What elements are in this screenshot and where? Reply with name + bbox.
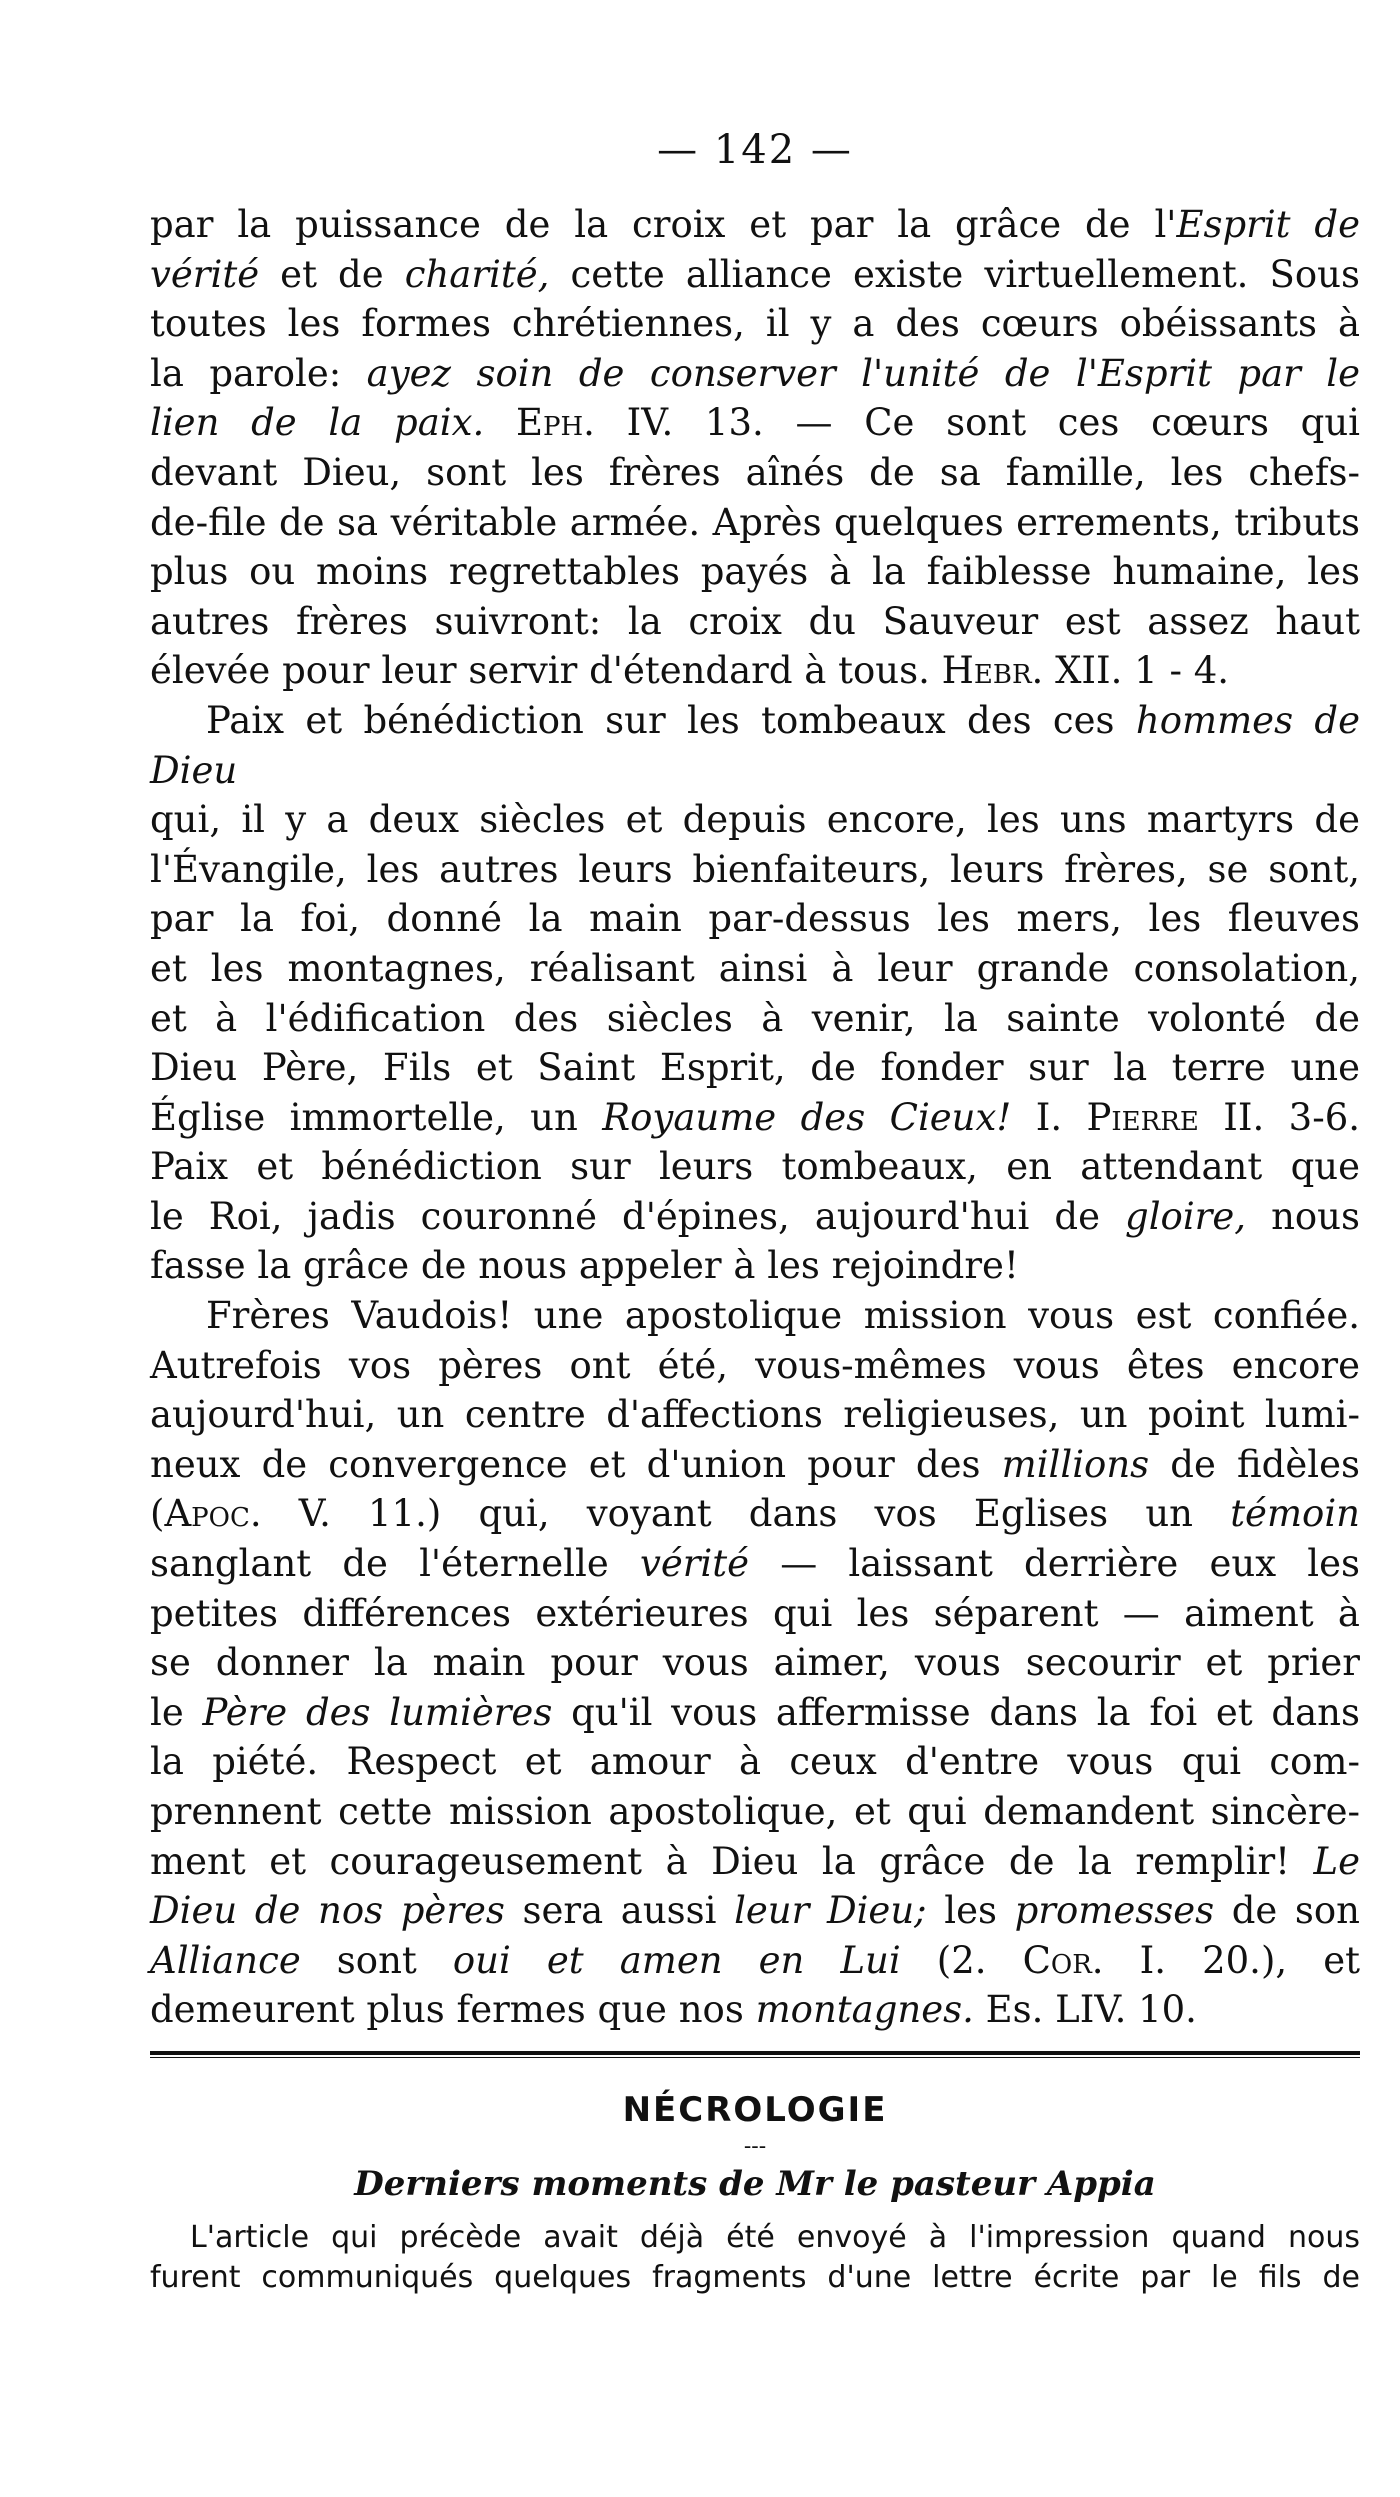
paragraph [150,200,1360,696]
italic-text: millions [1001,1442,1150,1486]
italic-text: vérité [639,1542,750,1586]
text-run: sont [300,1938,453,1982]
text-run: Frères Vaudois! une apostolique mission vous est confiée. [206,1294,1360,1338]
text-run: toutes les formes chrétiennes, il y a des cœurs obéissants à [150,302,1360,346]
text-run: Église immortelle, un [150,1095,603,1139]
text-line [150,498,1360,548]
text-run: ), et [1260,1938,1360,1982]
text-run: par la puissance de la croix et par la grâce de l' [150,203,1177,246]
text-line [150,646,1360,696]
text-run: de fidèles [1149,1442,1360,1486]
text-run: (2. [900,1938,1023,1982]
section-text-line: furent communiqués quelques fragments d'une lettre écrite par le fils de [150,2259,1360,2295]
text-run: sanglant de l'éternelle [150,1542,640,1586]
text-line [150,1837,1360,1887]
text-line [150,1737,1360,1787]
italic-text: vérité [150,252,260,296]
text-run: la piété. Respect et amour à ceux d'entre vous qui com- [150,1740,1360,1784]
text-line [150,894,1360,944]
text-run: Dieu Père, Fils et Saint Esprit, de fonder sur la terre une [150,1046,1360,1090]
text-run [1011,1096,1035,1139]
text-run: demeurent plus fermes que nos [150,1988,756,2032]
section-subtitle: Derniers moments de Mr le pasteur Appia [354,2163,1156,2204]
text-run: par la foi, donné la main par-dessus les mers, les fleuves [150,897,1360,941]
text-run: et les montagnes, réalisant ainsi à leur grande consolation, [150,946,1360,990]
reference-text: Hebr. XII. 1 - 4. [941,649,1230,693]
reference-text: I. Pierre II. 3-6. [1035,1095,1361,1139]
text-run: les [926,1889,1015,1933]
italic-text: Père des lumières [202,1690,553,1734]
text-line [150,1043,1360,1093]
text-line [150,795,1360,845]
text-run: nous [1246,1194,1360,1238]
reference-text: Apoc. V. 11. [164,1492,427,1536]
text-line [150,398,1360,448]
text-line [150,1341,1360,1391]
text-run: sera aussi [504,1889,735,1933]
text-line [150,1638,1360,1688]
text-run: qui, il y a deux siècles et depuis encore, les uns martyrs de [150,798,1360,842]
text-line [150,299,1360,349]
paragraph [150,1291,1360,2035]
text-run: le Roi, jadis couronné d'épines, aujourd'hui de [150,1194,1126,1238]
italic-text: ayez soin de conserver l'unité de l'Esprit par le [366,351,1360,395]
title-dash: --- [743,2133,767,2159]
text-line [150,349,1360,399]
text-run: petites différences extérieures qui les séparent — aiment à [150,1591,1360,1635]
section-text-line: L'article qui précède avait déjà été envoyé à l'impression quand nous [190,2219,1360,2255]
italic-text: promesses [1014,1889,1215,1933]
text-line [150,1539,1360,1589]
text-run: Paix et bénédiction sur les tombeaux des ces [206,698,1136,742]
text-run: ( [150,1492,165,1536]
italic-text: oui et amen en Lui [452,1938,901,1982]
text-run: neux de convergence et d'union pour des [150,1442,1002,1486]
text-line [150,1886,1360,1936]
italic-text: lien de la paix. [150,401,485,445]
text-line [150,1688,1360,1738]
paragraph [150,696,1360,1291]
text-line [150,944,1360,994]
text-line [150,994,1360,1044]
text-run: plus ou moins regrettables payés à la faiblesse humaine, les [150,550,1360,594]
text-run: élevée pour leur servir d'étendard à tous. [150,649,942,693]
italic-text: témoin [1230,1492,1360,1536]
italic-text: Dieu de nos pères [150,1889,505,1933]
text-line [150,1390,1360,1440]
text-line [150,1192,1360,1242]
text-run: ment et courageusement à Dieu la grâce de la remplir! [150,1839,1314,1883]
text-run: prennent cette mission apostolique, et qui demandent sincère- [150,1790,1360,1833]
text-line [150,1291,1360,1341]
text-run: — laissant derrière eux les [749,1542,1360,1586]
page [150,120,1360,2298]
text-run: l'Évangile, les autres leurs bienfaiteurs, leurs frères, se sont, [150,847,1360,891]
text-run: aujourd'hui, un centre d'affections religieuses, un point lumi- [150,1393,1360,1437]
text-run: le [150,1690,203,1734]
text-run: et de [259,252,405,296]
text-line [150,597,1360,647]
italic-text: charité, [404,252,550,296]
page-number: — 142 — [657,127,853,173]
text-run [484,401,516,444]
italic-text: hommes de Dieu [150,698,1360,792]
text-line [150,1936,1360,1986]
section-title: NÉCROLOGIE [622,2089,888,2130]
text-line [150,250,1360,300]
text-line [150,845,1360,895]
text-line [150,1589,1360,1639]
text-run: ) qui, voyant dans vos Eglises un [426,1492,1231,1536]
text-line [150,1241,1360,1291]
text-line [150,1787,1360,1837]
text-run: Autrefois vos pères ont été, vous-mêmes vous êtes encore [150,1343,1360,1387]
text-run: la parole: [150,351,367,395]
italic-text: Le [1313,1839,1360,1883]
italic-text: Esprit de [1176,203,1360,246]
text-line [150,448,1360,498]
text-line [150,1489,1360,1539]
text-line [150,200,1360,250]
text-run: Paix et bénédiction sur leurs tombeaux, en attendant que [150,1145,1360,1189]
italic-text: leur Dieu; [734,1889,927,1933]
italic-text: Royaume des Cieux! [602,1095,1012,1139]
text-run: qu'il vous affermisse dans la foi et dans [552,1690,1360,1734]
text-line [150,1985,1360,2035]
text-run: fasse la grâce de nous appeler à les rejoindre! [150,1244,1019,1288]
italic-text: gloire, [1125,1194,1247,1238]
body-text [150,200,1360,2035]
section-divider [150,2051,1360,2058]
text-line [150,1142,1360,1192]
text-run: — Ce sont ces cœurs qui [763,401,1360,445]
text-line [150,1093,1360,1143]
reference-text: Eph. IV. 13. [515,401,764,445]
text-run: de son [1214,1889,1360,1933]
section-text [150,2218,1360,2298]
text-run: devant Dieu, sont les frères aînés de sa famille, les chefs- [150,450,1360,494]
text-line [150,1440,1360,1490]
text-run: et à l'édification des siècles à venir, la sainte volonté de [150,996,1360,1040]
text-run: Es. LIV. 10. [973,1988,1197,2032]
text-run: de-file de sa véritable armée. Après quelques errements, tributs [150,500,1360,544]
text-line [150,696,1360,795]
text-line [150,547,1360,597]
text-run: cette alliance existe virtuellement. Sous [549,252,1360,296]
italic-text: montagnes. [755,1988,974,2032]
text-run: autres frères suivront: la croix du Sauveur est assez haut [150,599,1360,643]
italic-text: Alliance [150,1938,301,1982]
reference-text: Cor. I. 20. [1022,1938,1261,1982]
text-run: se donner la main pour vous aimer, vous secourir et prier [150,1641,1360,1685]
